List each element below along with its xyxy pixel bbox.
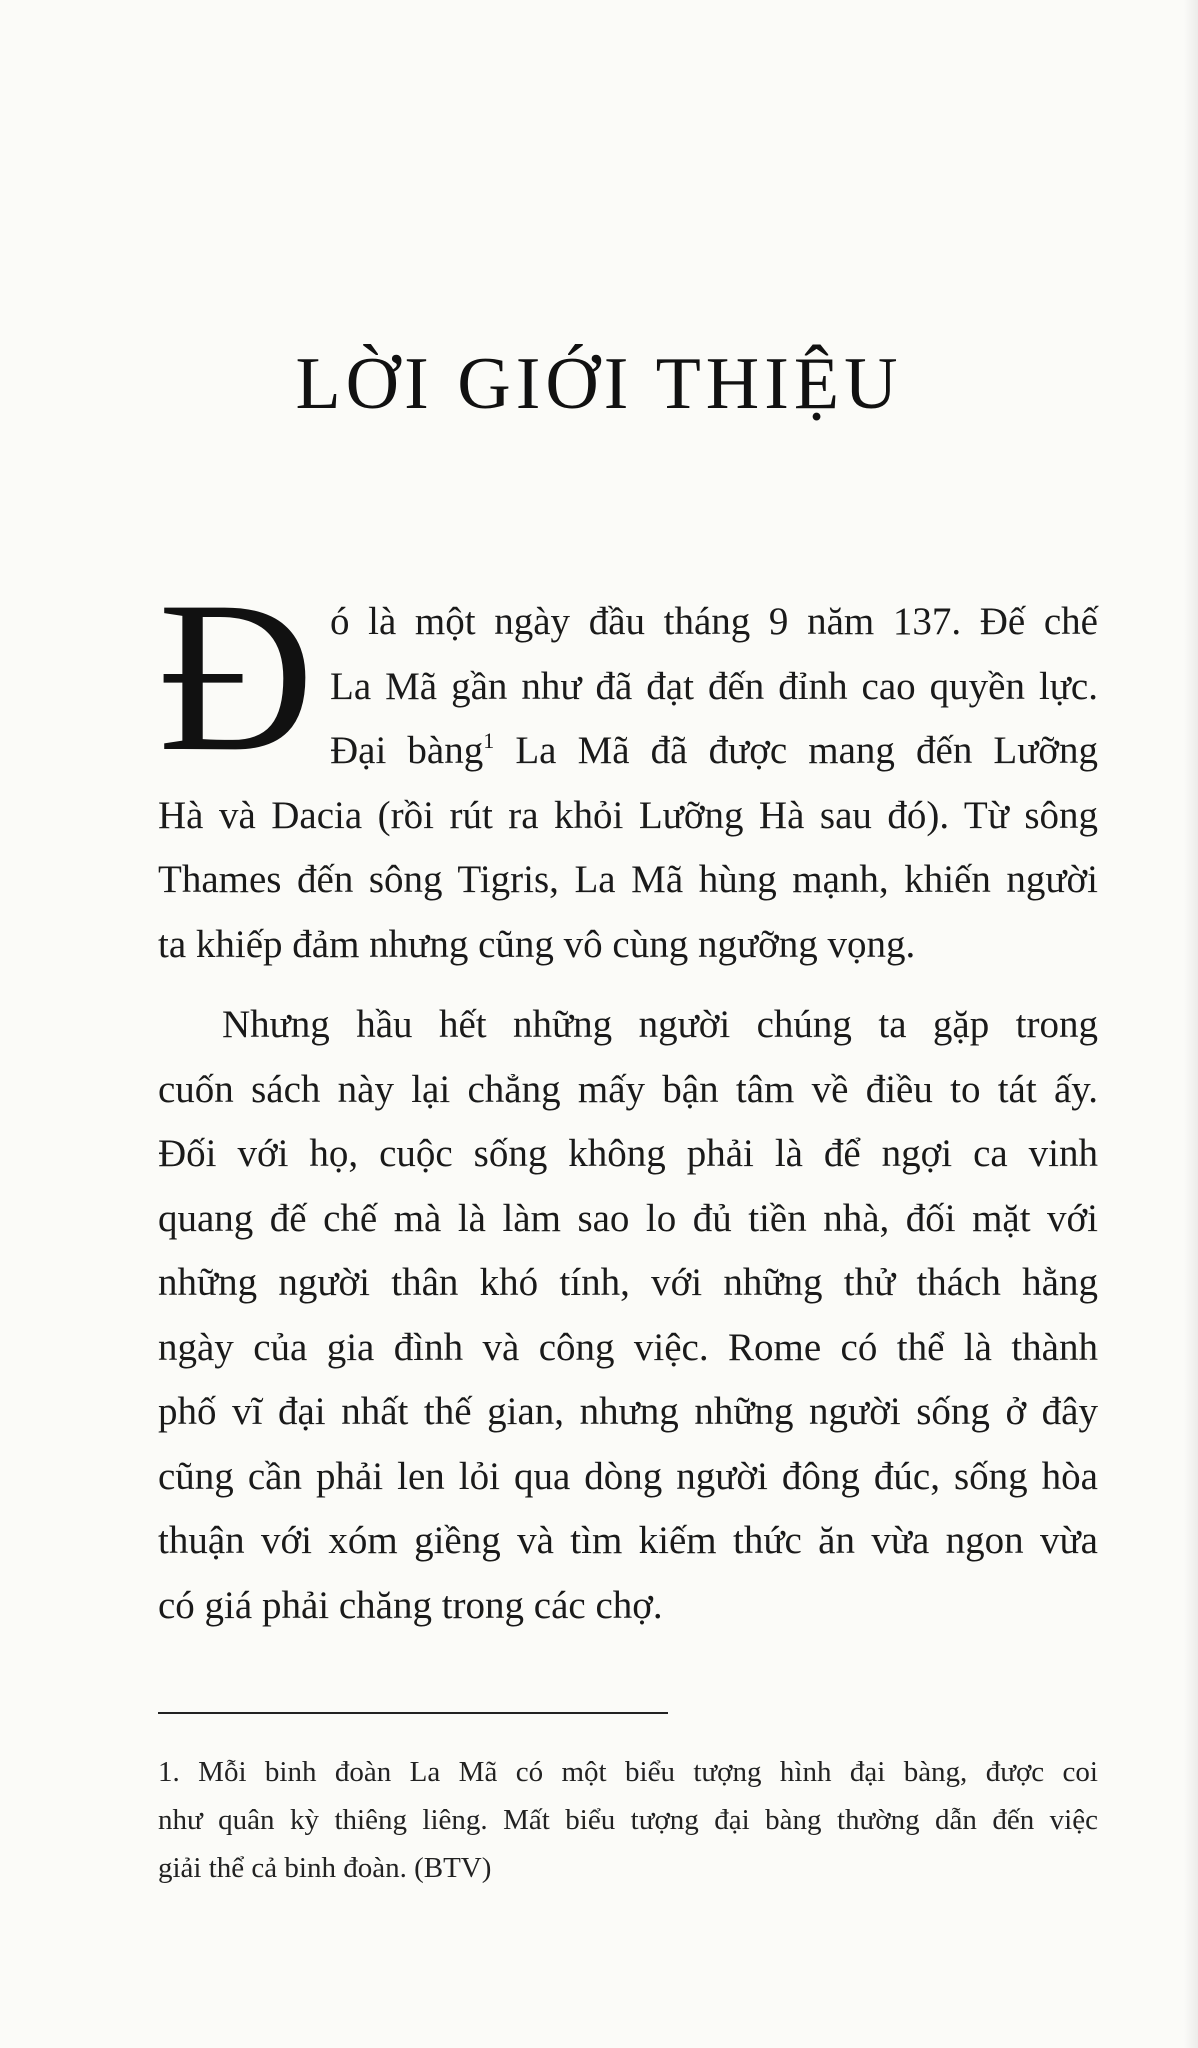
footnote-ref[interactable]: 1 — [483, 728, 495, 753]
text-line: ta khiếp đảm nhưng cũng vô cùng ngưỡng vọng. — [158, 922, 916, 966]
footnote-line: 1. Mỗi binh đoàn La Mã có một biểu tượng hình đại bàng, được coi — [158, 1756, 1098, 1788]
text-line: Thames đến sông Tigris, La Mã hùng mạnh, khiến người — [158, 858, 1098, 901]
text-line: phố vĩ đại nhất thế gian, nhưng những người sống ở đây — [158, 1390, 1098, 1433]
text-line: Nhưng hầu hết những người chúng ta gặp trong — [222, 1003, 1098, 1046]
paragraph-2 — [158, 993, 1098, 1638]
text-line: thuận với xóm giềng và tìm kiếm thức ăn vừa ngon vừa — [158, 1519, 1098, 1562]
text-line: Hà và Dacia (rồi rút ra khỏi Lưỡng Hà sau đó). Từ sông — [158, 793, 1098, 837]
text-line: Đối với họ, cuộc sống không phải là để ngợi ca vinh — [158, 1132, 1098, 1175]
text-line: ó là một ngày đầu tháng 9 năm 137. Đế chế — [330, 600, 1098, 643]
footnote-divider — [158, 1712, 668, 1714]
body-text — [158, 590, 1098, 1638]
text-line: có giá phải chăng trong các chợ. — [158, 1583, 663, 1627]
footnote-line: như quân kỳ thiêng liêng. Mất biểu tượng đại bàng thường dẫn đến việc — [158, 1804, 1098, 1836]
text-line: cũng cần phải len lỏi qua dòng người đông đúc, sống hòa — [158, 1454, 1098, 1498]
text-line: La Mã gần như đã đạt đến đỉnh cao quyền lực. — [330, 664, 1098, 708]
text-line: những người thân khó tính, với những thử thách hằng — [158, 1261, 1098, 1304]
drop-cap: Đ — [158, 557, 314, 796]
footnote-line: giải thể cả binh đoàn. (BTV) — [158, 1852, 492, 1884]
text-line: quang đế chế mà là làm sao lo đủ tiền nhà, đối mặt với — [158, 1196, 1098, 1240]
text-fragment: Đại bàng — [330, 729, 484, 772]
paragraph-1 — [158, 590, 1098, 977]
page-edge — [1184, 0, 1198, 2048]
footnote — [158, 1748, 1098, 1892]
text-fragment: La Mã đã được mang đến Lưỡng — [494, 729, 1098, 772]
text-line: cuốn sách này lại chẳng mấy bận tâm về điều to tát ấy. — [158, 1067, 1098, 1111]
text-line: ngày của gia đình và công việc. Rome có thể là thành — [158, 1325, 1098, 1369]
text-line — [158, 719, 1098, 784]
page-title: LỜI GIỚI THIỆU — [295, 342, 903, 425]
